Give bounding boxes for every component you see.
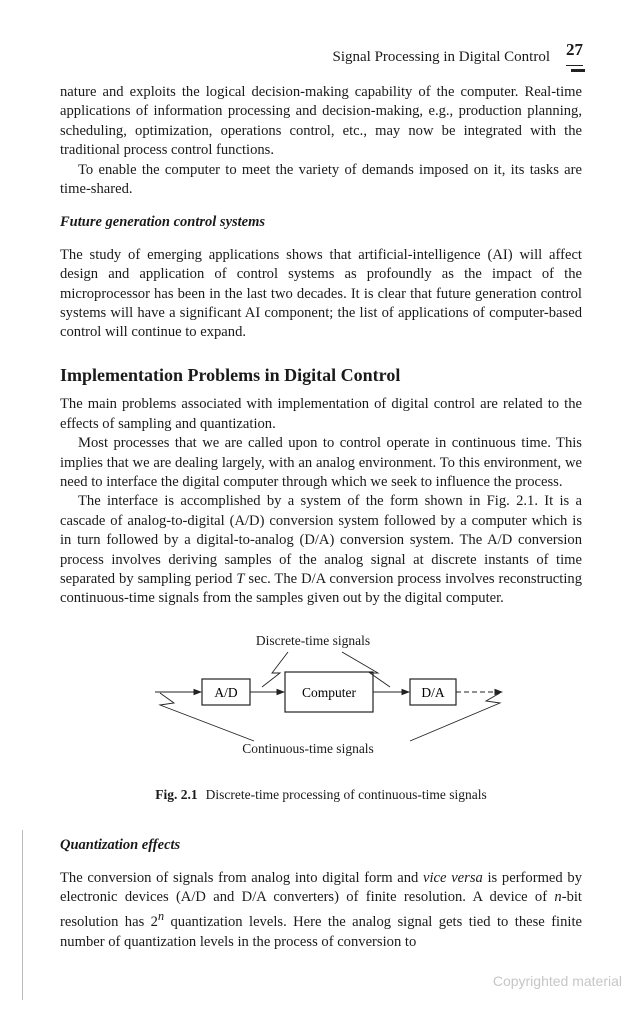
running-title: Signal Processing in Digital Control (332, 49, 550, 65)
margin-rule (22, 830, 23, 1000)
pointer-discrete-left (262, 652, 288, 687)
figure-caption-text: Discrete-time processing of continuous-time signals (205, 786, 487, 802)
paragraph: The main problems associated with implementation of digital control are related to the effects of sampling and quantization. (60, 396, 582, 432)
watermark: Copyrighted material (492, 973, 622, 989)
pointer-continuous-left (160, 693, 254, 741)
paragraph: The study of emerging applications shows that artificial-intelligence (AI) will affect design and application of control systems as profoundly as the impact of the microprocessor has been in the last two decades. It is clear that future generation control systems will have a significant AI component; the list of applications of computer-based control will continue to expand. (60, 246, 582, 341)
paragraph: The conversion of signals from analog into digital form and vice versa is performed by electronic devices (A/D and D/A converters) of finite resolution. A device of n-bit resolution has 2$^n$ quantization levels. Here the analog signal gets tied to these finite number of quantization levels in the process of conversion to (60, 869, 582, 950)
page-number: 27 (566, 40, 583, 66)
paragraph: nature and exploits the logical decision-making capability of the computer. Real-time applications of information processing and decision-making, e.g., production planning, scheduling, optimization, operations control, etc., may now be integrated with the traditional process control functions. (60, 84, 582, 159)
block-diagram (60, 629, 582, 779)
running-header (333, 40, 584, 66)
figure-2-1 (60, 629, 582, 779)
figure-caption (60, 785, 582, 804)
section-heading-implementation: Implementation Problems in Digital Control (60, 364, 401, 385)
ad-label: A/D (214, 684, 238, 700)
pointer-continuous-right (410, 693, 500, 741)
subsection-heading-future: Future generation control systems (60, 214, 266, 231)
computer-label: Computer (302, 684, 356, 700)
paragraph: To enable the computer to meet the variety of demands imposed on it, its tasks are time-shared. (60, 161, 582, 198)
discrete-time-label: Discrete-time signals (255, 632, 371, 648)
da-label: D/A (421, 684, 445, 700)
figure-label: Fig. 2.1 (155, 786, 198, 802)
paragraph: The interface is accomplished by a system of the form shown in Fig. 2.1. It is a cascade of analog-to-digital (A/D) conversion system followed by a computer which is in turn followed by a digital-to-analog (D/A) conversion system. The A/D conversion process involves deriving samples of the analog signal at discrete instants of time separated by sampling period T sec. The D/A conversion process involves reconstructing continuous-time signals from the samples given out by the digital computer. (60, 493, 582, 607)
paragraph: Most processes that we are called upon to control operate in continuous time. This implies that we are dealing largely, with an analog environment. To this environment, we need to interface the digital computer through which we seek to influence the process. (60, 435, 582, 490)
pointer-discrete-right (342, 652, 390, 687)
subsection-heading-quantization: Quantization effects (60, 837, 181, 854)
page-body (60, 83, 582, 952)
continuous-time-label: Continuous-time signals (242, 740, 374, 756)
